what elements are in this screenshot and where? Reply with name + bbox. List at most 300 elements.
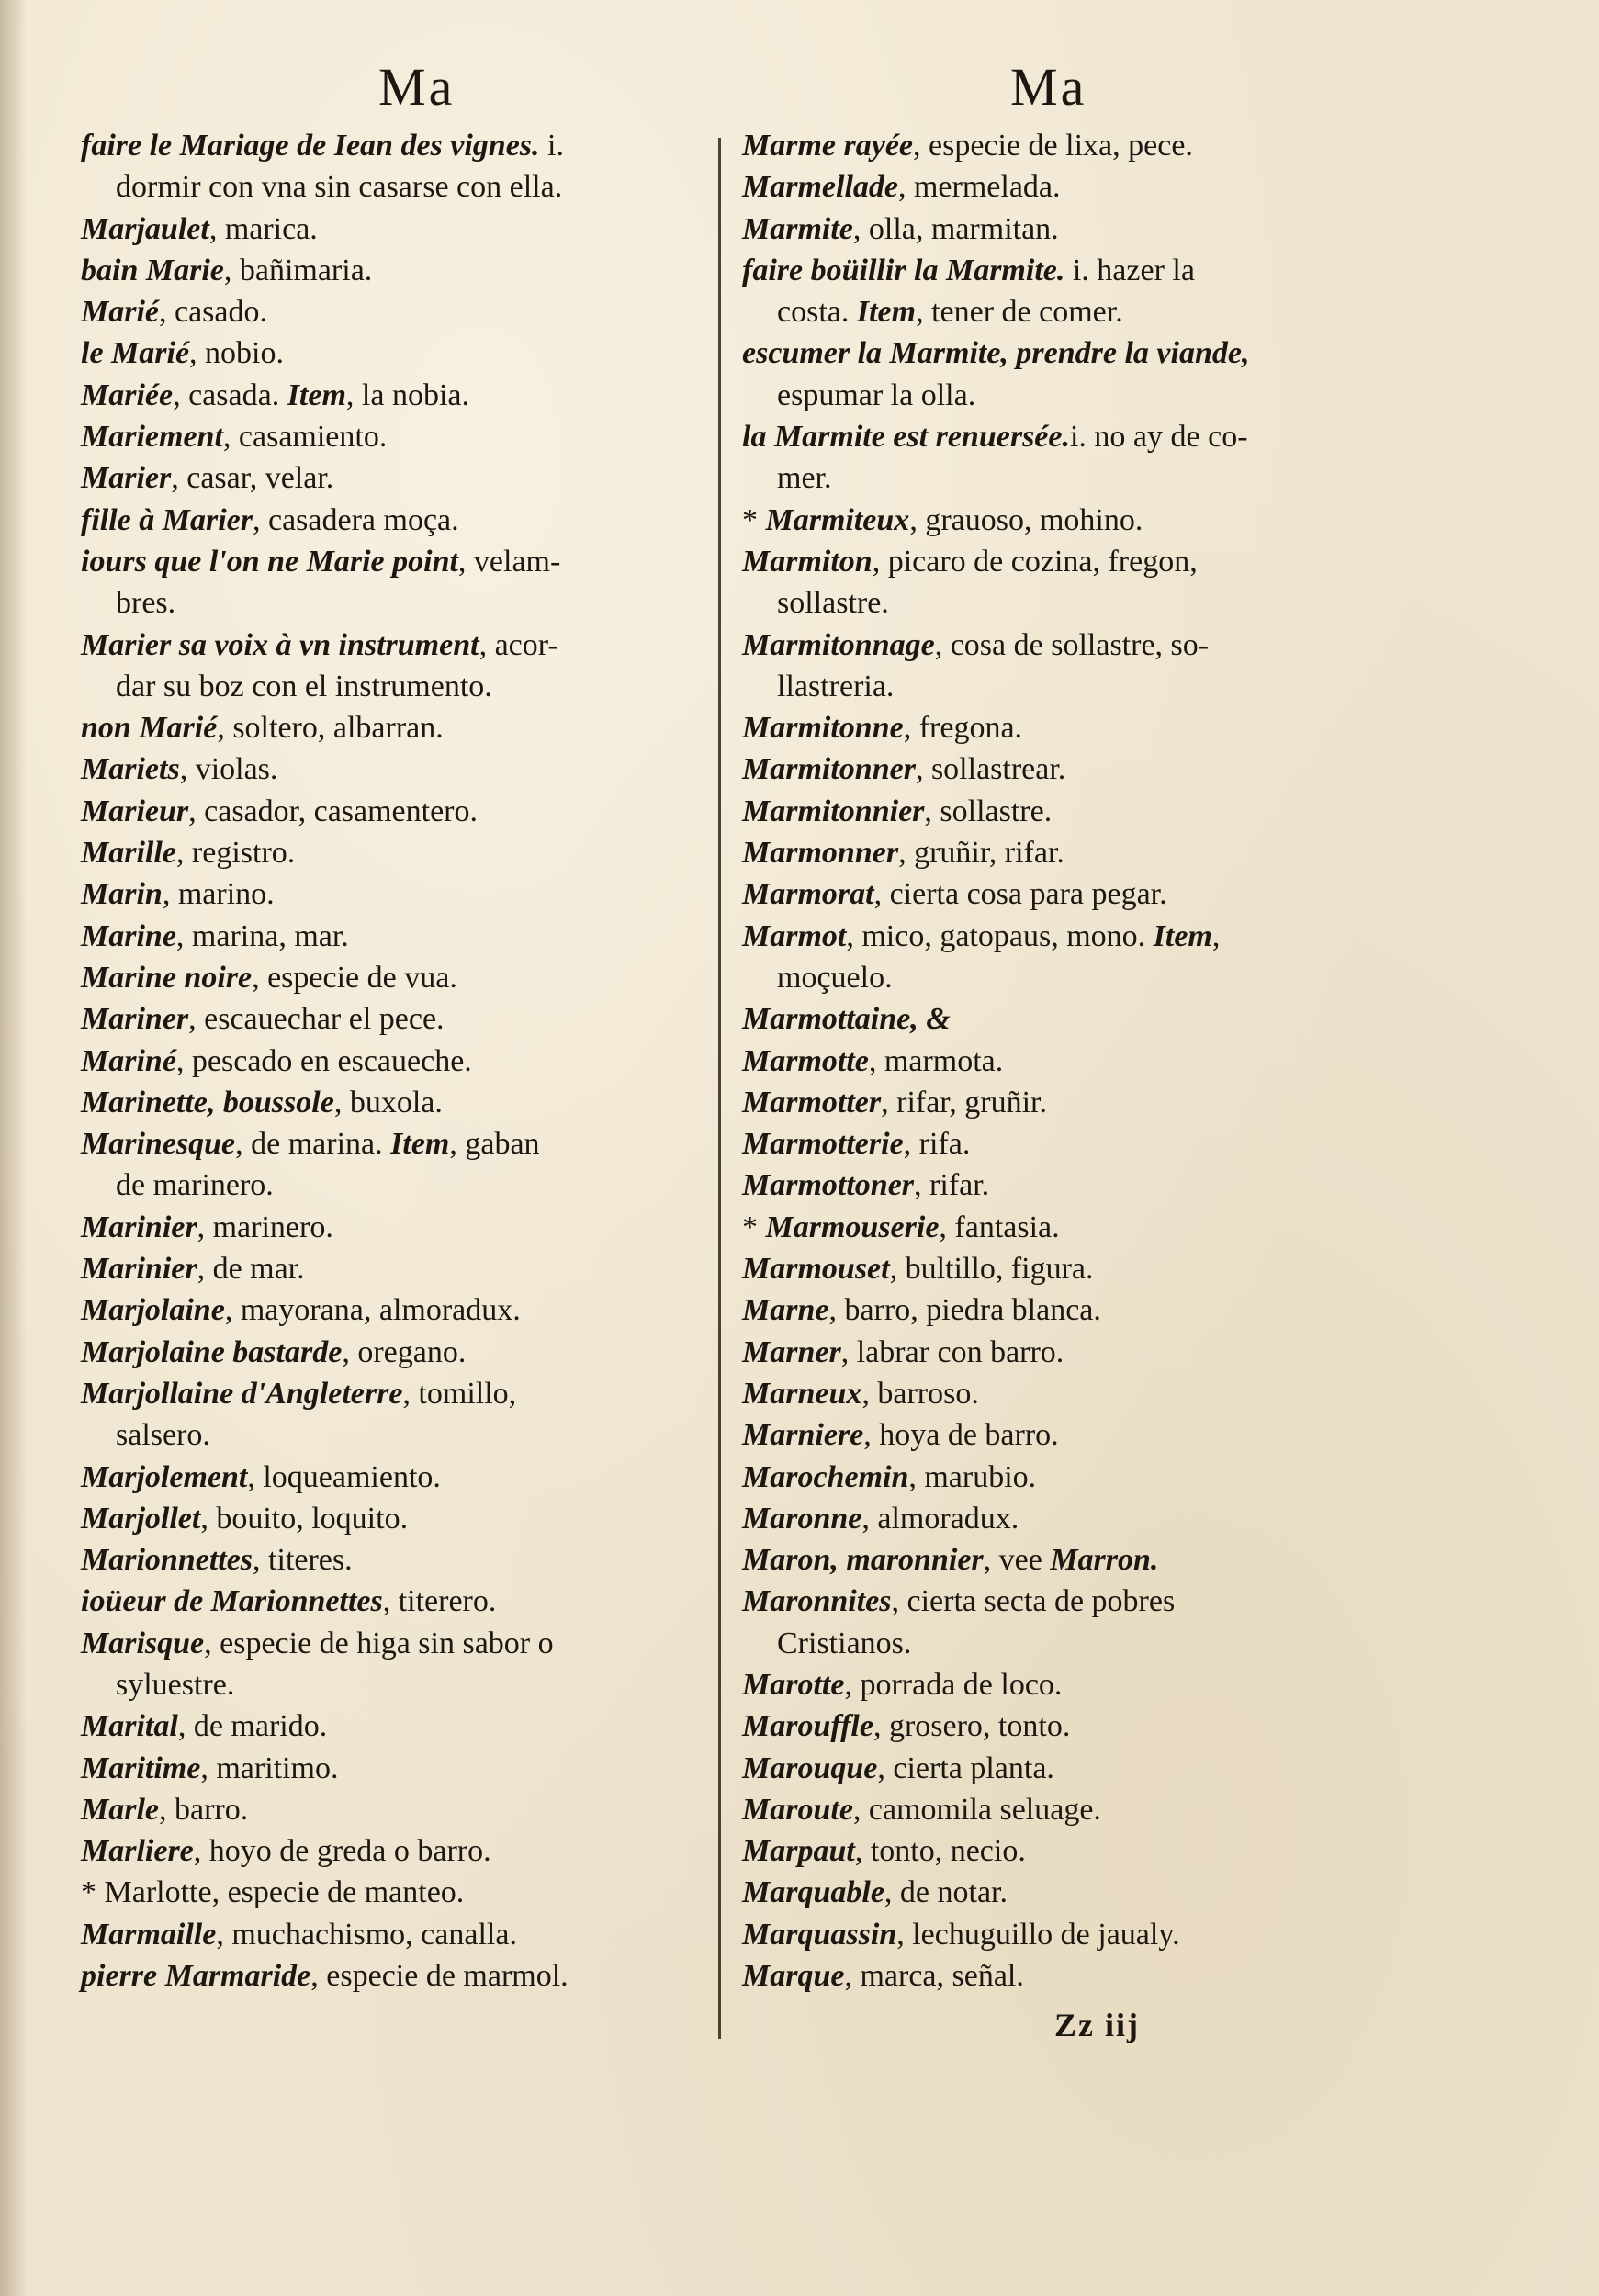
entry-line [742,250,1367,291]
entry-line [81,125,715,166]
headword: Mariement [81,420,223,455]
dictionary-entry [81,332,715,374]
dictionary-entry [742,500,1367,541]
headword: Marine [81,918,176,953]
dictionary-entry [81,916,715,957]
headword: Marner [742,1334,841,1369]
definition-text: , mermelada. [897,170,1061,205]
entry-line [742,1414,1367,1456]
definition-text: , velam- [457,544,561,579]
entry-line [81,1373,715,1414]
entry-line [81,707,715,748]
definition-text: , marinero. [197,1210,333,1244]
dictionary-entry [742,1041,1367,1082]
left-column [81,125,715,1997]
definition-text: , hoyo de greda o barro. [193,1834,491,1869]
dictionary-entry [81,791,715,832]
dictionary-entry [81,625,715,708]
dictionary-entry [742,1207,1367,1248]
definition-text: , casado. [159,295,268,330]
entry-line [81,832,715,873]
definition-text: de marinero. [116,1168,274,1203]
entry-line [742,1789,1367,1830]
entry-line [81,1248,715,1289]
entry-line [81,1289,715,1331]
headword: Marionnettes [81,1543,253,1578]
entry-continuation-line [742,375,1367,416]
dictionary-entry [81,1248,715,1289]
entry-line [81,541,715,582]
entry-line [81,1082,715,1123]
definition-text: llastreria. [777,669,895,703]
entry-line [81,998,715,1040]
headword: Marquable [742,1875,884,1910]
dictionary-entry [81,1123,715,1207]
headword: Marmouset [742,1252,890,1287]
entry-line [742,1289,1367,1331]
dictionary-entry [81,1373,715,1457]
definition-text: , cierta planta. [877,1750,1054,1785]
entry-line [81,1705,715,1747]
headword: non Marié [81,711,218,746]
definition-text: , casamiento. [222,420,388,455]
headword: escumer la Marmite, prendre la viande, [742,336,1250,371]
entry-line [81,1457,715,1498]
entry-line [81,1830,715,1872]
entry-line [81,916,715,957]
headword: Marle [81,1792,159,1827]
dictionary-entry [742,1165,1367,1206]
definition-text: , bañimaria. [223,253,373,287]
dictionary-entry [81,1498,715,1539]
headword: Marjollet [81,1501,201,1536]
signature-mark: Zz iij [1054,2007,1140,2043]
entry-line [742,625,1367,666]
definition-text: , especie de higa sin sabor o [204,1626,554,1660]
entry-line [742,541,1367,582]
dictionary-entry [742,873,1367,915]
headword: Maroute [742,1792,853,1827]
headword: Marmotte [742,1043,869,1078]
dictionary-entry [742,125,1367,166]
definition-text: * [742,502,766,537]
definition-text: , soltero, albarran. [217,711,444,746]
entry-line [81,500,715,541]
headword: la Marmite est renuersée. [742,420,1070,455]
definition-text: i. no ay de co- [1069,420,1248,455]
dictionary-entry [81,1207,715,1248]
dictionary-entry [81,1705,715,1747]
dictionary-entry [81,748,715,790]
entry-line [742,500,1367,541]
dictionary-entry [742,791,1367,832]
definition-text: , fregona. [903,711,1023,746]
dictionary-entry [81,873,715,915]
entry-line [742,1705,1367,1747]
dictionary-entry [81,500,715,541]
entry-line [742,1830,1367,1872]
definition-text: Cristianos. [777,1626,912,1660]
dictionary-entry [742,1789,1367,1830]
dictionary-entry [81,1457,715,1498]
dictionary-entry [742,707,1367,748]
headword: Marotte [742,1667,845,1702]
headword: Marmotter [742,1085,882,1120]
definition-text: , especie de vua. [252,960,457,995]
definition-text: , tomillo, [402,1376,517,1411]
dictionary-entry [81,1872,715,1913]
headword: Maronnites [742,1584,892,1619]
definition-text: , tener de comer. [916,295,1123,330]
dictionary-entry [81,832,715,873]
entry-line [81,250,715,291]
entry-line [742,1872,1367,1913]
definition-text: , cierta secta de pobres [891,1584,1176,1619]
headword: Marine noire [81,960,253,995]
entry-line [742,1123,1367,1165]
dictionary-entry [81,457,715,499]
dictionary-entry [81,1041,715,1082]
definition-text: , marmota. [868,1043,1004,1078]
dictionary-entry [742,1705,1367,1747]
definition-text: , marubio. [908,1459,1037,1494]
definition-text: , casador, casamentero. [188,793,479,828]
definition-text: , registro. [175,836,296,871]
headword: Marque [742,1959,845,1994]
entry-line [742,916,1367,957]
definition-text: * Marlotte [81,1875,212,1910]
entry-line [81,457,715,499]
dictionary-entry [81,250,715,291]
dictionary-entry [742,998,1367,1040]
entry-line [81,1332,715,1373]
dictionary-entry [81,291,715,332]
definition-text: , muchachismo, canalla. [216,1917,517,1952]
dictionary-entry [81,1830,715,1872]
definition-text: , titerero. [382,1584,497,1619]
definition-text: , gaban [449,1127,540,1162]
dictionary-entry [742,541,1367,625]
dictionary-entry [742,1748,1367,1789]
dictionary-entry [81,1914,715,1955]
headword: Marié [81,295,159,330]
entry-line [742,873,1367,915]
dictionary-entry [742,748,1367,790]
definition-text: moçuelo. [777,960,893,995]
headword: Marmitonne [742,711,904,746]
dictionary-entry [81,541,715,625]
headword: Marieur [81,793,189,828]
headword: Marille [81,836,176,871]
entry-line [742,998,1367,1040]
entry-line [81,1955,715,1997]
definition-text: , almoradux. [861,1501,1019,1536]
entry-line [81,291,715,332]
definition-text: , picaro de cozina, fregon, [872,544,1198,579]
entry-line [742,1207,1367,1248]
dictionary-entry [81,1539,715,1581]
running-header-right: Ma [1010,57,1087,117]
definition-text: espumar la olla. [777,377,976,412]
definition-text: , de marina. [235,1127,391,1162]
headword: Marneux [742,1376,862,1411]
entry-line [81,1914,715,1955]
dictionary-entry [81,1581,715,1622]
definition-text: , casar, velar. [171,461,334,496]
definition-text: , vee [983,1543,1051,1578]
definition-text: , camomila seluage. [852,1792,1101,1827]
entry-continuation-line [742,457,1367,499]
definition-text: , grauoso, mohino. [909,502,1143,537]
definition-text: , porrada de loco. [844,1667,1063,1702]
headword: bain Marie [81,253,224,287]
dictionary-entry [742,832,1367,873]
definition-text: sollastre. [777,586,889,621]
dictionary-entry [81,375,715,416]
dictionary-entry [742,1539,1367,1581]
entry-line [81,1789,715,1830]
definition-text: , buxola. [333,1085,443,1120]
definition-text: mer. [777,461,832,496]
definition-text: , fantasia. [939,1210,1060,1244]
headword: pierre Marmaride [81,1959,311,1994]
headword: Marier sa voix à vn instrument [81,627,479,662]
headword: Mariné [81,1043,176,1078]
headword: Marmiton [742,544,873,579]
definition-text: , marica. [208,211,318,246]
entry-line [742,1248,1367,1289]
entry-line [742,707,1367,748]
entry-line [742,832,1367,873]
entry-line [81,1123,715,1165]
headword: Marme rayée [742,129,914,163]
definition-text: , especie de lixa, pece. [913,129,1193,163]
dictionary-entry [81,208,715,250]
entry-line [81,1498,715,1539]
definition-text: , marino. [162,877,275,912]
definition-text: i. hazer la [1064,253,1195,287]
headword: Marmottaine, & [742,1002,951,1037]
dictionary-entry [742,1289,1367,1331]
headword: Marmitonner [742,752,916,787]
entry-line [81,332,715,374]
dictionary-entry [742,1248,1367,1289]
definition-text: , bouito, loquito. [200,1501,409,1536]
definition-text: costa. [777,295,857,330]
headword: Marinesque [81,1127,236,1162]
entry-line [81,957,715,998]
entry-line [742,1539,1367,1581]
dictionary-entry [742,1664,1367,1705]
definition-text: , barroso. [861,1376,979,1411]
entry-line [81,1207,715,1248]
headword: Marliere [81,1834,194,1869]
headword: Marinette, boussole [81,1085,334,1120]
definition-text: , gruñir, rifar. [898,836,1064,871]
dictionary-entry [81,1332,715,1373]
dictionary-entry [81,1789,715,1830]
entry-continuation-line [81,166,715,208]
definition-text: , rifar, gruñir. [881,1085,1047,1120]
dictionary-entry [81,957,715,998]
entry-continuation-line [81,1664,715,1705]
dictionary-entry [742,250,1367,333]
entry-line [742,1955,1367,1997]
entry-line [742,1082,1367,1123]
entry-line [742,416,1367,457]
entry-line [742,332,1367,374]
page-edge-shadow [0,0,28,2296]
headword: Marital [81,1709,178,1744]
definition-text: , loqueamiento. [247,1459,441,1494]
definition-text: dar su boz con el instrumento. [116,669,492,703]
definition-text: , labrar con barro. [840,1334,1064,1369]
definition-text: , sollastre. [924,793,1053,828]
entry-line [81,791,715,832]
definition-text: , escauechar el pece. [188,1002,445,1037]
definition-text: , marina, mar. [175,918,349,953]
headword: iours que l'on ne Marie point [81,544,458,579]
entry-line [81,625,715,666]
dictionary-entry [742,1581,1367,1664]
entry-line [81,873,715,915]
dictionary-entry [742,1457,1367,1498]
headword: Marin [81,877,163,912]
entry-line [742,166,1367,208]
headword: Marisque [81,1626,205,1660]
definition-text: , titeres. [253,1543,353,1578]
headword: Marouque [742,1750,878,1785]
definition-text: , casadera moça. [252,502,459,537]
headword: Marouffle [742,1709,873,1744]
dictionary-entry [742,1123,1367,1165]
dictionary-entry [742,208,1367,250]
dictionary-entry [742,916,1367,999]
entry-line [742,791,1367,832]
headword: Marmonner [742,836,899,871]
dictionary-entry [81,416,715,457]
entry-line [81,1581,715,1622]
dictionary-entry [742,1872,1367,1913]
definition-text: , casada. [173,377,287,412]
entry-line [81,1623,715,1664]
definition-text: , oregano. [342,1334,467,1369]
dictionary-entry [742,1373,1367,1414]
headword: Marniere [742,1418,864,1453]
entry-continuation-line [81,1165,715,1206]
headword: Mariée [81,377,174,412]
right-column [742,125,1367,1997]
column-rule [718,138,721,2039]
entry-line [81,1748,715,1789]
definition-text: bres. [116,586,176,621]
entry-line [742,1041,1367,1082]
definition-text: , violas. [179,752,278,787]
entry-line [742,1664,1367,1705]
definition-text: , la nobia. [345,377,469,412]
dictionary-entry [81,1955,715,1997]
running-header-left: Ma [378,57,456,117]
dictionary-entry [742,166,1367,208]
headword: Marjollaine d'Angleterre [81,1376,403,1411]
headword: Marmite [742,211,853,246]
entry-continuation-line [81,1414,715,1456]
entry-line [742,1332,1367,1373]
dictionary-entry [742,1498,1367,1539]
headword: Marmottoner [742,1168,915,1203]
headword: faire boüillir la Marmite. [742,253,1065,287]
entry-continuation-line [81,666,715,707]
headword: Marjaulet [81,211,209,246]
headword: Marron. [1050,1543,1159,1578]
dictionary-entry [81,707,715,748]
headword: fille à Marier [81,502,253,537]
definition-text: , grosero, tonto. [873,1709,1071,1744]
headword: Marmot [742,918,847,953]
definition-text: * [742,1210,766,1244]
headword: Marinier [81,1252,197,1287]
headword: Marmitonnage [742,627,935,662]
headword: Marier [81,461,172,496]
entry-line [81,208,715,250]
entry-line [81,1872,715,1913]
entry-line [81,375,715,416]
headword: Item [1153,918,1212,953]
headword: Marmiteux [765,502,910,537]
dictionary-entry [81,1623,715,1706]
headword: Maritime [81,1750,201,1785]
entry-line [742,1748,1367,1789]
definition-text: , especie de manteo. [211,1875,465,1910]
entry-continuation-line [742,1623,1367,1664]
headword: Marmaille [81,1917,217,1952]
definition-text: , pescado en escaueche. [175,1043,472,1078]
entry-continuation-line [742,666,1367,707]
definition-text: , sollastrear. [915,752,1066,787]
dictionary-entry [742,1955,1367,1997]
headword: Item [287,377,346,412]
entry-line [742,1457,1367,1498]
definition-text: , cierta cosa para pegar. [873,877,1167,912]
headword: Item [390,1127,450,1162]
headword: Marjolaine bastarde [81,1334,343,1369]
definition-text: , de notar. [884,1875,1008,1910]
definition-text: , rifar. [914,1168,990,1203]
headword: Marmouserie [765,1210,940,1244]
headword: Marjolaine [81,1293,225,1328]
definition-text: , acor- [479,627,558,662]
dictionary-entry [742,1082,1367,1123]
dictionary-entry [742,1414,1367,1456]
definition-text: , olla, marmitan. [852,211,1059,246]
entry-continuation-line [742,957,1367,998]
definition-text: , maritimo. [200,1750,339,1785]
headword: Marmorat [742,877,874,912]
entry-line [81,416,715,457]
headword: Marmellade [742,170,898,205]
headword: Marne [742,1293,829,1328]
entry-line [742,208,1367,250]
entry-line [742,1165,1367,1206]
definition-text: , hoya de barro. [863,1418,1059,1453]
definition-text: i. [539,129,564,163]
headword: Marquassin [742,1917,897,1952]
dictionary-entry [742,1830,1367,1872]
definition-text: dormir con vna sin casarse con ella. [116,170,563,205]
headword: Marochemin [742,1459,909,1494]
definition-text: , barro, piedra blanca. [828,1293,1101,1328]
definition-text: , marca, señal. [844,1959,1024,1994]
